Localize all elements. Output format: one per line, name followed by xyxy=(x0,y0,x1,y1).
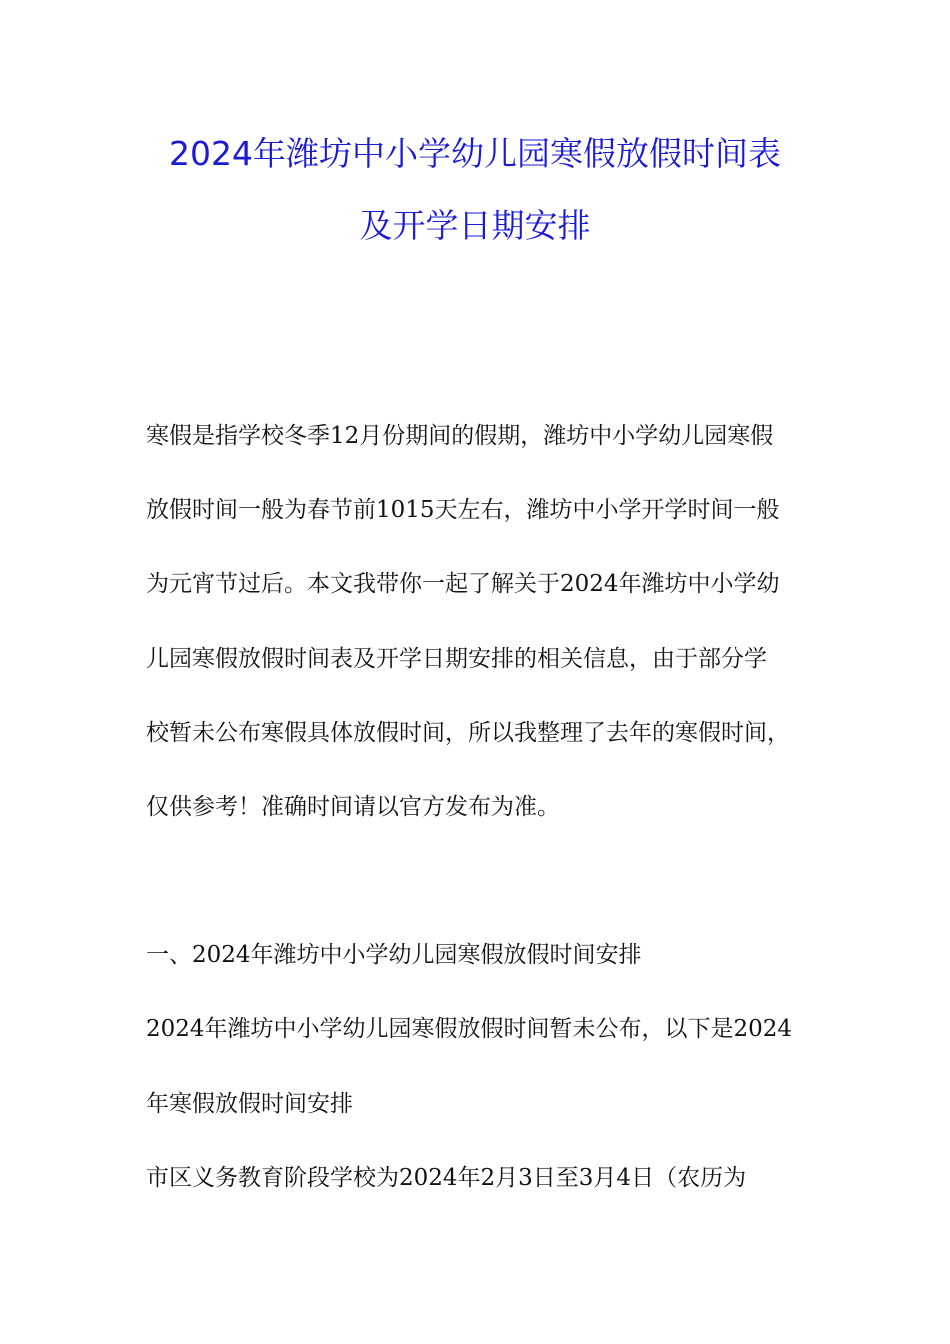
intro-line-3: 为元宵节过后。本文我带你一起了解关于2024年潍坊中小学幼 xyxy=(146,571,780,597)
document-title-line-1: 2024年潍坊中小学幼儿园寒假放假时间表 xyxy=(169,134,781,173)
intro-line-5: 校暂未公布寒假具体放假时间，所以我整理了去年的寒假时间， xyxy=(146,720,790,746)
section-heading: 一、2024年潍坊中小学幼儿园寒假放假时间安排 xyxy=(146,942,642,968)
section-line-2: 年寒假放假时间安排 xyxy=(146,1091,353,1117)
section-line-3: 市区义务教育阶段学校为2024年2月3日至3月4日（农历为 xyxy=(146,1165,747,1191)
intro-line-4: 儿园寒假放假时间表及开学日期安排的相关信息，由于部分学 xyxy=(146,646,767,672)
intro-line-2: 放假时间一般为春节前1015天左右，潍坊中小学开学时间一般 xyxy=(146,497,780,523)
document-title-line-2: 及开学日期安排 xyxy=(359,206,591,245)
section-line-1: 2024年潍坊中小学幼儿园寒假放假时间暂未公布，以下是2024 xyxy=(146,1016,793,1042)
intro-line-6: 仅供参考！准确时间请以官方发布为准。 xyxy=(146,794,560,820)
intro-line-1: 寒假是指学校冬季12月份期间的假期，潍坊中小学幼儿园寒假 xyxy=(146,423,774,449)
